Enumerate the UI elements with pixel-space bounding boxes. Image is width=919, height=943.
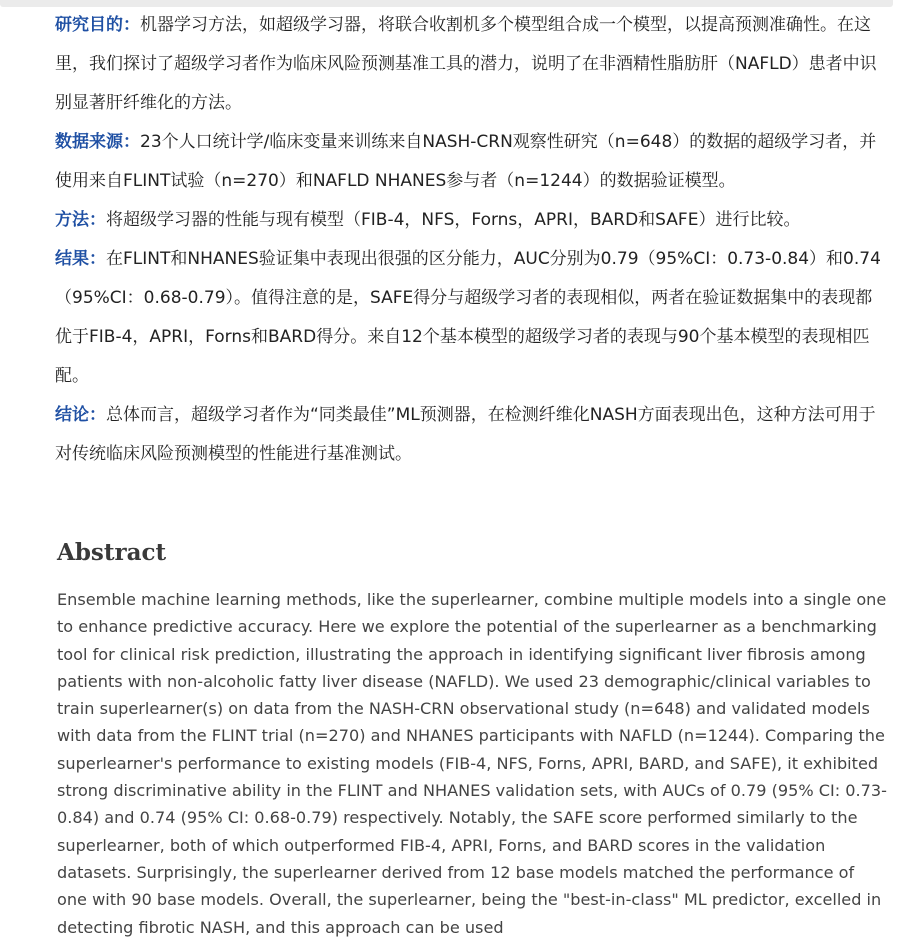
- cn-para-data-source: [55, 123, 887, 201]
- cn-text-conclusion: 总体而言，超级学习者作为“同类最佳”ML预测器，在检测纤维化NASH方面表现出色，这种方法可用于对传统临床风险预测模型的性能进行基准测试。: [55, 405, 876, 464]
- cn-label-conclusion: 结论：: [55, 405, 106, 425]
- cn-label-methods: 方法：: [55, 210, 106, 230]
- cn-para-results: [55, 240, 887, 396]
- cn-label-data-source: 数据来源：: [55, 132, 140, 152]
- cn-text-results: 在FLINT和NHANES验证集中表现出很强的区分能力，AUC分别为0.79（95%CI：0.73-0.84）和0.74（95%CI：0.68-0.79）。值得注意的是，SAFE得分与超级学习者的表现相似，两者在验证数据集中的表现都优于FIB-4，APRI，Forns和BARD得分。来自12个基本模型的超级学习者的表现与90个基本模型的表现相匹配。: [55, 249, 881, 386]
- cn-label-results: 结果：: [55, 249, 106, 269]
- abstract-heading: Abstract: [57, 539, 167, 566]
- abstract-body: Ensemble machine learning methods, like the superlearner, combine multiple models into a single one to enhance predictive accuracy. Here we explore the potential of the superlearner as a benchmarking tool for clinical risk prediction, illustrating the approach in identifying significant liver fibrosis among patients with non-alcoholic fatty liver disease (NAFLD). We used 23 demographic/clinical variables to train superlearner(s) on data from the NASH-CRN observational study (n=648) and validated models with data from the FLINT trial (n=270) and NHANES participants with NAFLD (n=1244). Comparing the superlearner's performance to existing models (FIB-4, NFS, Forns, APRI, BARD, and SAFE), it exhibited strong discriminative ability in the FLINT and NHANES validation sets, with AUCs of 0.79 (95% CI: 0.73-0.84) and 0.74 (95% CI: 0.68-0.79) respectively. Notably, the SAFE score performed similarly to the superlearner, both of which outperformed FIB-4, APRI, Forns, and BARD scores in the validation datasets. Surprisingly, the superlearner derived from 12 base models matched the performance of one with 90 base models. Overall, the superlearner, being the "best-in-class" ML predictor, excelled in detecting fibrotic NASH, and this approach can be used: [57, 590, 887, 937]
- cn-para-methods: [55, 201, 887, 240]
- cn-text-data-source: 23个人口统计学/临床变量来训练来自NASH-CRN观察性研究（n=648）的数据的超级学习者，并使用来自FLINT试验（n=270）和NAFLD NHANES参与者（n=1244）的数据验证模型。: [55, 132, 877, 191]
- chinese-abstract: [55, 6, 887, 474]
- cn-label-objective: 研究目的：: [55, 15, 140, 35]
- cn-para-objective: [55, 6, 887, 123]
- cn-text-objective: 机器学习方法，如超级学习器，将联合收割机多个模型组合成一个模型，以提高预测准确性。在这里，我们探讨了超级学习者作为临床风险预测基准工具的潜力，说明了在非酒精性脂肪肝（NAFLD）患者中识别显著肝纤维化的方法。: [55, 15, 877, 113]
- cn-text-methods: 将超级学习器的性能与现有模型（FIB-4，NFS，Forns，APRI，BARD和SAFE）进行比较。: [106, 210, 801, 230]
- cn-para-conclusion: [55, 396, 887, 474]
